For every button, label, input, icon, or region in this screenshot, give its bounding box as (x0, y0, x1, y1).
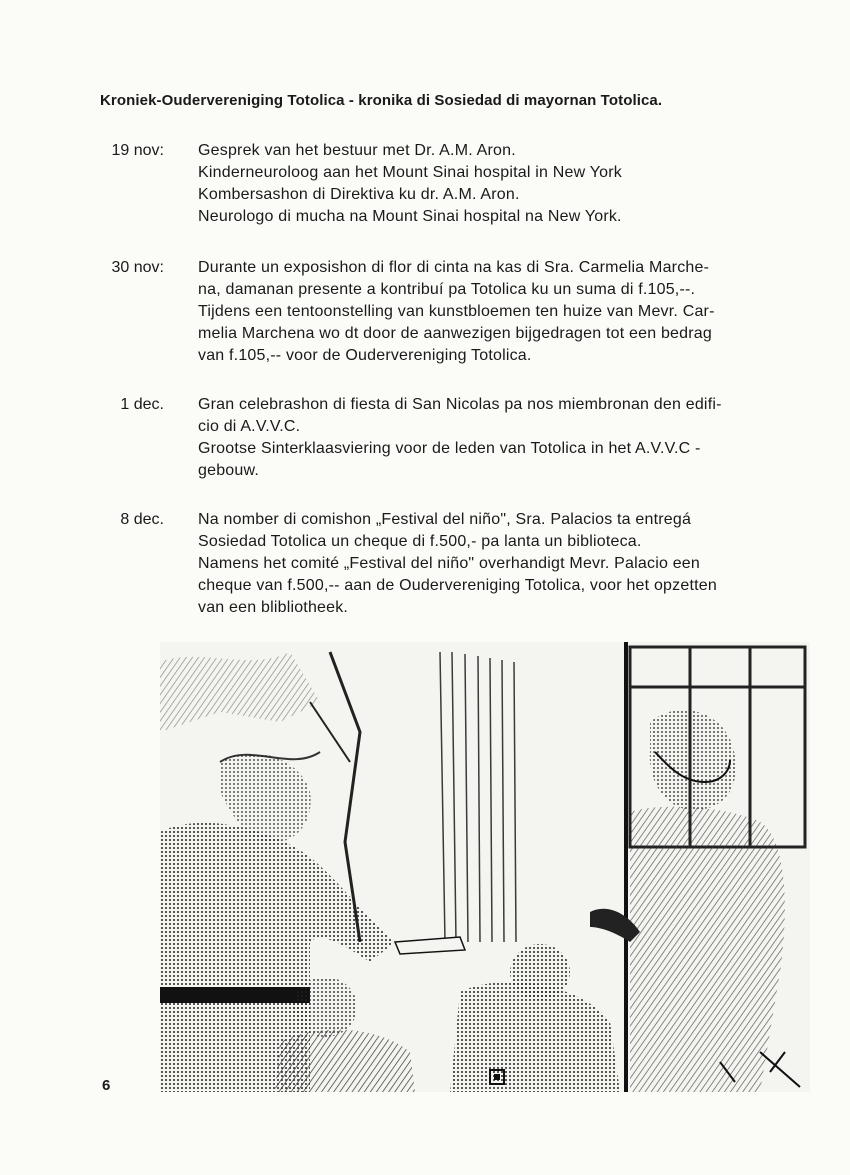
entry-line: cheque van f.500,-- aan de Oudervereniging Totolica, voor het opzetten (198, 577, 717, 594)
entry-text (198, 509, 798, 619)
entry-line: Na nomber di comishon „Festival del niño", Sra. Palacios ta entregá (198, 511, 692, 528)
entry-line: Sosiedad Totolica un cheque di f.500,- pa lanta un biblioteca. (198, 533, 642, 550)
entry-line: Neurologo di mucha na Mount Sinai hospital na New York. (198, 208, 622, 225)
entry-date: 8 dec. (120, 511, 164, 528)
entry-line: cio di A.V.V.C. (198, 418, 301, 435)
entry-text (198, 394, 798, 482)
entry-line: Kombersashon di Direktiva ku dr. A.M. Aron. (198, 186, 520, 203)
entry-line: na, damanan presente a kontribuí pa Totolica ku un suma di f.105,--. (198, 281, 696, 298)
entry-date: 19 nov: (111, 142, 164, 159)
entry-line: van f.105,-- voor de Oudervereniging Totolica. (198, 347, 532, 364)
entry-line: gebouw. (198, 462, 260, 479)
cheque-handover-photo (160, 642, 810, 1092)
entry-date: 30 nov: (111, 259, 164, 276)
entry-line: Kinderneuroloog aan het Mount Sinai hospital in New York (198, 164, 622, 181)
entry-line: Grootse Sinterklaasviering voor de leden van Totolica in het A.V.V.C - (198, 440, 701, 457)
entry-line: Gesprek van het bestuur met Dr. A.M. Aron. (198, 142, 516, 159)
entry-line: Namens het comité „Festival del niño" overhandigt Mevr. Palacio een (198, 555, 700, 572)
entry-text (198, 140, 798, 228)
entry-line: Tijdens een tentoonstelling van kunstbloemen ten huize van Mevr. Car- (198, 303, 715, 320)
entry-line: van een blibliotheek. (198, 599, 349, 616)
page-number: 6 (102, 1077, 111, 1094)
entry-line: melia Marchena wo dt door de aanwezigen bijgedragen tot een bedrag (198, 325, 712, 342)
entry-date: 1 dec. (120, 396, 164, 413)
entry-text (198, 257, 798, 367)
entry-line: Gran celebrashon di fiesta di San Nicolas pa nos miembronan den edifi- (198, 396, 722, 413)
entry-line: Durante un exposishon di flor di cinta na kas di Sra. Carmelia Marche- (198, 259, 710, 276)
page-title: Kroniek-Oudervereniging Totolica - kronika di Sosiedad di mayornan Totolica. (100, 92, 663, 109)
